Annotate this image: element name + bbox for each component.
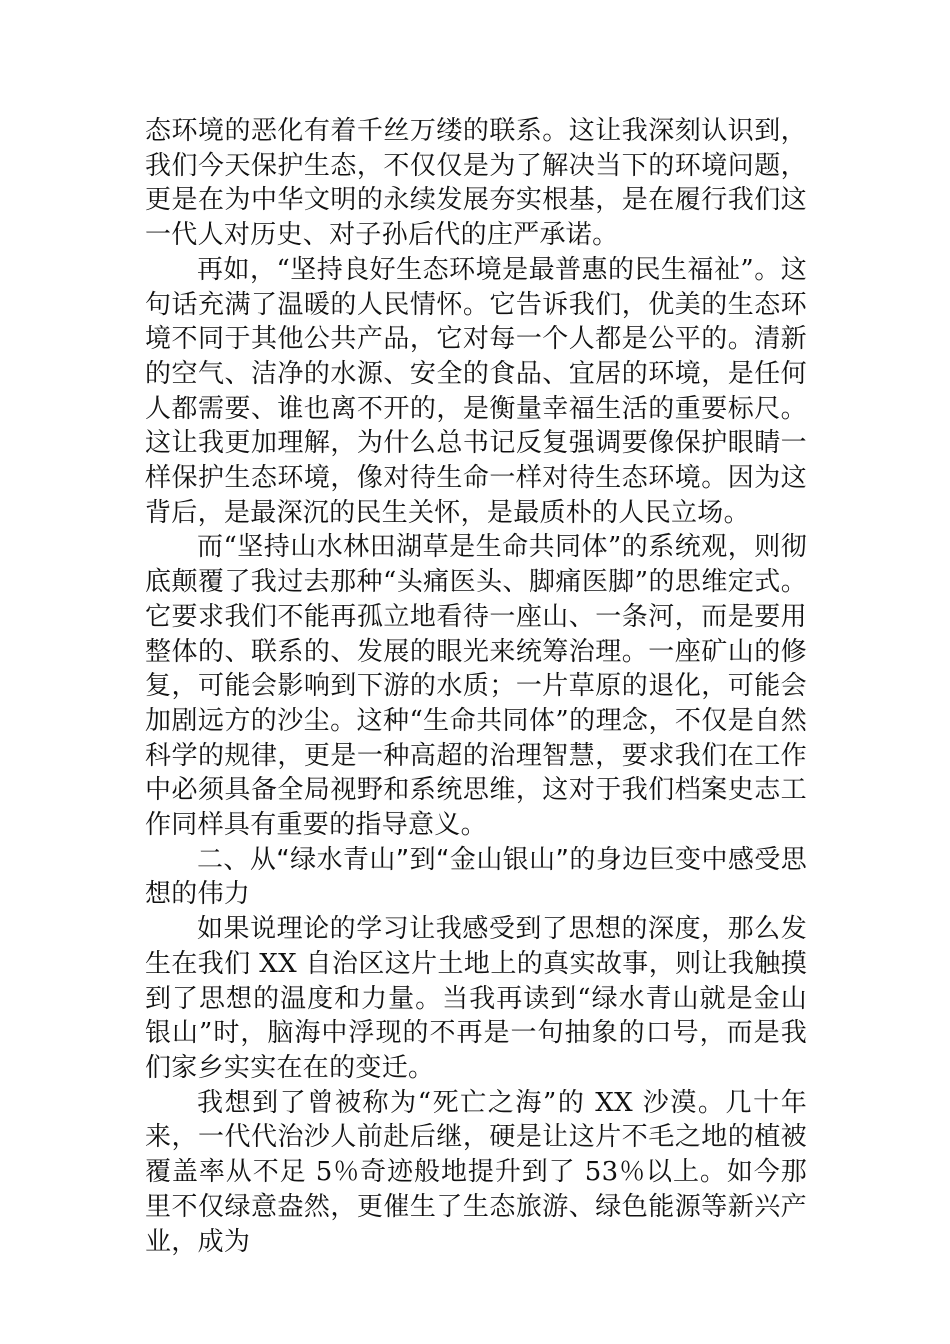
- paragraph-theory-warmth: 如果说理论的学习让我感受到了思想的深度，那么发生在我们 XX 自治区这片土地上的真实故事，则让我触摸到了思想的温度和力量。当我再读到“绿水青山就是金山银山”时，脑海中浮现的不再是一句抽象的口号，而是我们家乡实实在在的变迁。: [145, 914, 807, 1083]
- section-heading-two: 二、从“绿水青山”到“金山银山”的身边巨变中感受思想的伟力: [145, 844, 807, 910]
- paragraph-continuation: 态环境的恶化有着千丝万缕的联系。这让我深刻认识到，我们今天保护生态，不仅仅是为了解决当下的环境问题，更是在为中华文明的永续发展夯实根基，是在履行我们这一代人对历史、对子孙后代的庄严承诺。: [145, 116, 807, 251]
- paragraph-desert-story: 我想到了曾被称为“死亡之海”的 XX 沙漠。几十年来，一代代治沙人前赴后继，硬是让这片不毛之地的植被覆盖率从不足 5％奇迹般地提升到了 53％以上。如今那里不仅绿意盎然，更催生了生态旅游、绿色能源等新兴产业，成为: [145, 1087, 807, 1257]
- paragraph-life-community: 而“坚持山水林田湖草是生命共同体”的系统观，则彻底颠覆了我过去那种“头痛医头、脚痛医脚”的思维定式。它要求我们不能再孤立地看待一座山、一条河，而是要用整体的、联系的、发展的眼光来统筹治理。一座矿山的修复，可能会影响到下游的水质；一片草原的退化，可能会加剧远方的沙尘。这种“生命共同体”的理念，不仅是自然科学的规律，更是一种高超的治理智慧，要求我们在工作中必须具备全局视野和系统思维，这对于我们档案史志工作同样具有重要的指导意义。: [145, 532, 807, 841]
- document-body: [145, 114, 807, 1259]
- paragraph-livelihood-welfare: 再如，“坚持良好生态环境是最普惠的民生福祉”。这句话充满了温暖的人民情怀。它告诉我们，优美的生态环境不同于其他公共产品，它对每一个人都是公平的。清新的空气、洁净的水源、安全的食品、宜居的环境，是任何人都需要、谁也离不开的，是衡量幸福生活的重要标尺。这让我更加理解，为什么总书记反复强调要像保护眼睛一样保护生态环境，像对待生命一样对待生态环境。因为这背后，是最深沉的民生关怀，是最质朴的人民立场。: [145, 254, 807, 528]
